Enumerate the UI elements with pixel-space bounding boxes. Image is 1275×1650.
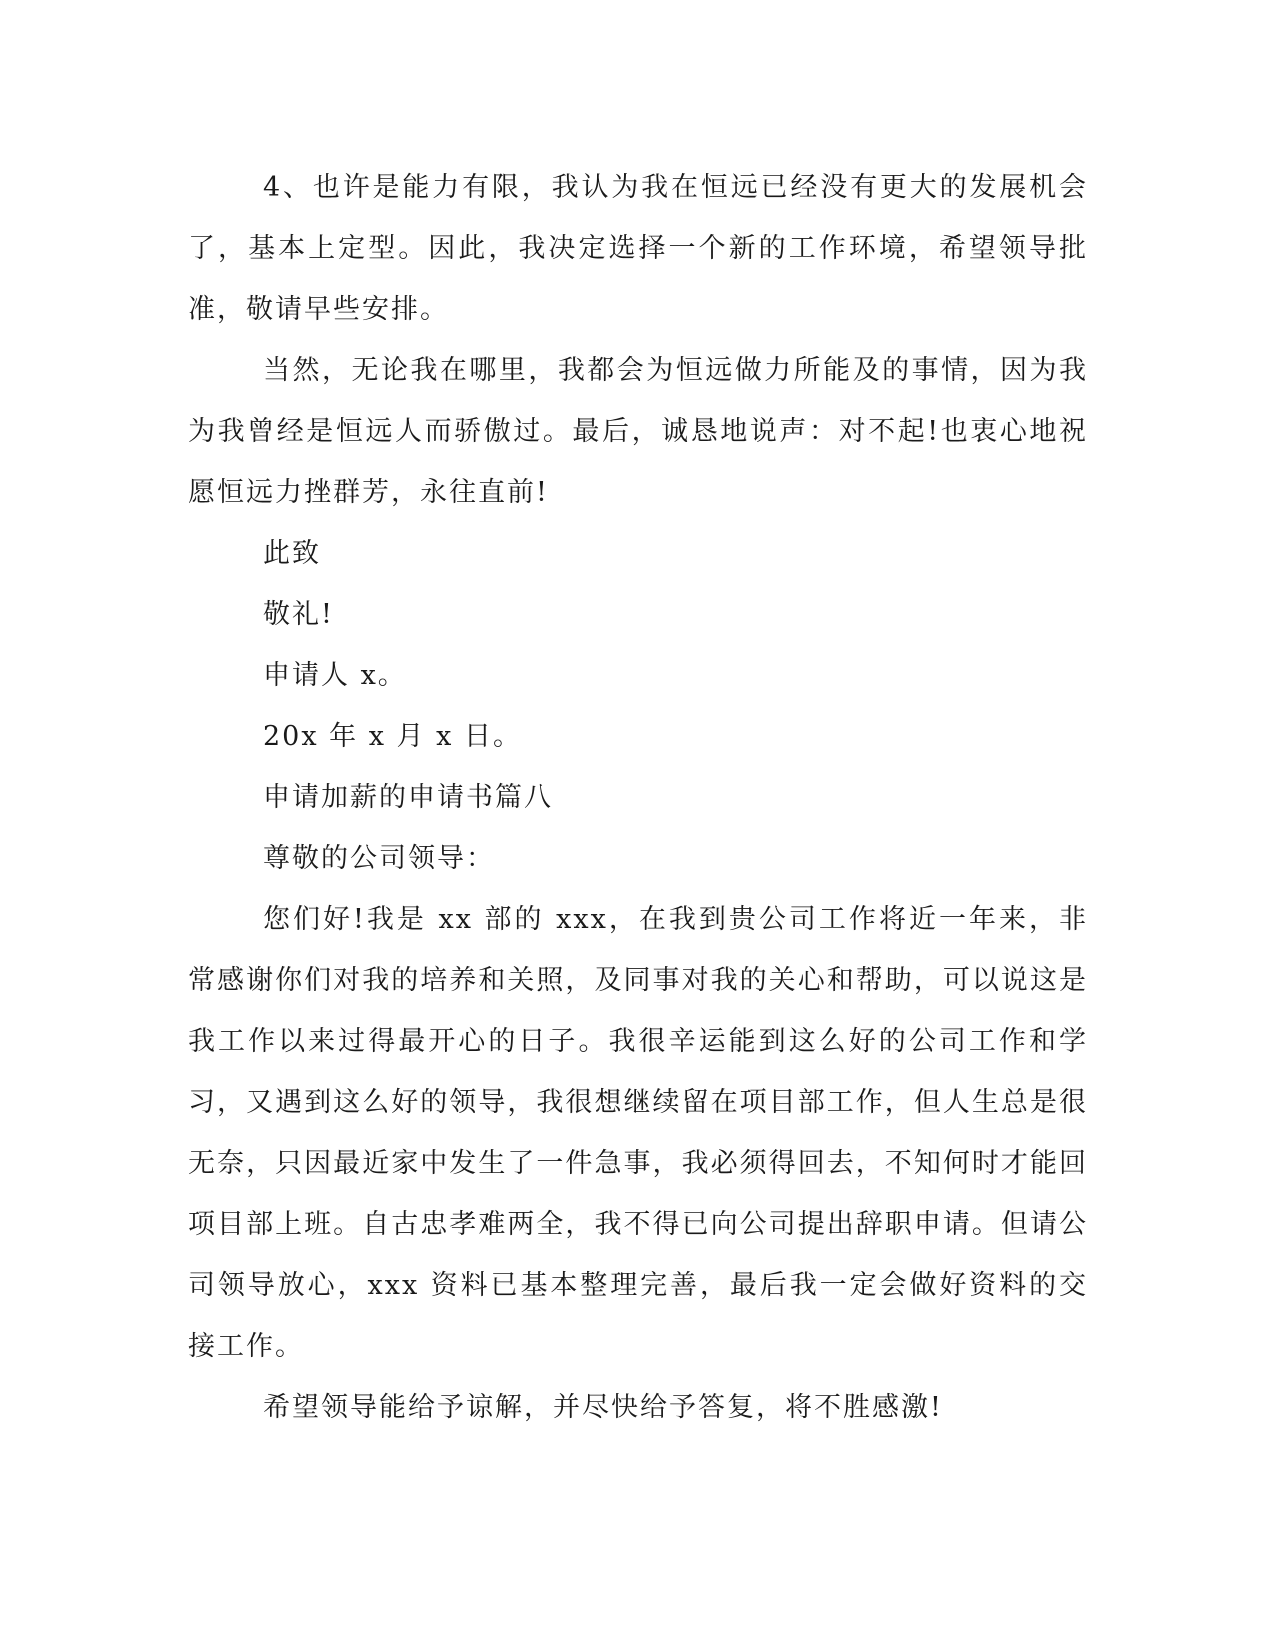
document-body [188,157,1088,1438]
paragraph-ability-limit: 4、也许是能力有限，我认为我在恒远已经没有更大的发展机会了，基本上定型。因此，我决定选择一个新的工作环境，希望领导批准，敬请早些安排。 [188,172,1088,325]
closing-respect: 敬礼! [263,599,334,630]
letter-greeting: 尊敬的公司领导： [263,843,495,874]
paragraph-gratitude: 当然，无论我在哪里，我都会为恒远做力所能及的事情，因为我为我曾经是恒远人而骄傲过。最后，诚恳地说声：对不起!也衷心地祝愿恒远力挫群芳，永往直前! [188,355,1088,508]
section-heading: 申请加薪的申请书篇八 [263,782,553,813]
paragraph-resignation-body: 您们好!我是 xx 部的 xxx，在我到贵公司工作将近一年来，非常感谢你们对我的培养和关照，及同事对我的关心和帮助，可以说这是我工作以来过得最开心的日子。我很辛运能到这么好的公司工作和学习，又遇到这么好的领导，我很想继续留在项目部工作，但人生总是很无奈，只因最近家中发生了一件急事，我必须得回去，不知何时才能回项目部上班。自古忠孝难两全，我不得已向公司提出辞职申请。但请公司领导放心，xxx 资料已基本整理完善，最后我一定会做好资料的交接工作。 [188,904,1088,1362]
applicant-signature: 申请人 x。 [263,660,407,691]
letter-date: 20x 年 x 月 x 日。 [263,721,522,752]
closing-salutation: 此致 [263,538,321,569]
paragraph-closing-request: 希望领导能给予谅解，并尽快给予答复，将不胜感激! [263,1392,943,1423]
